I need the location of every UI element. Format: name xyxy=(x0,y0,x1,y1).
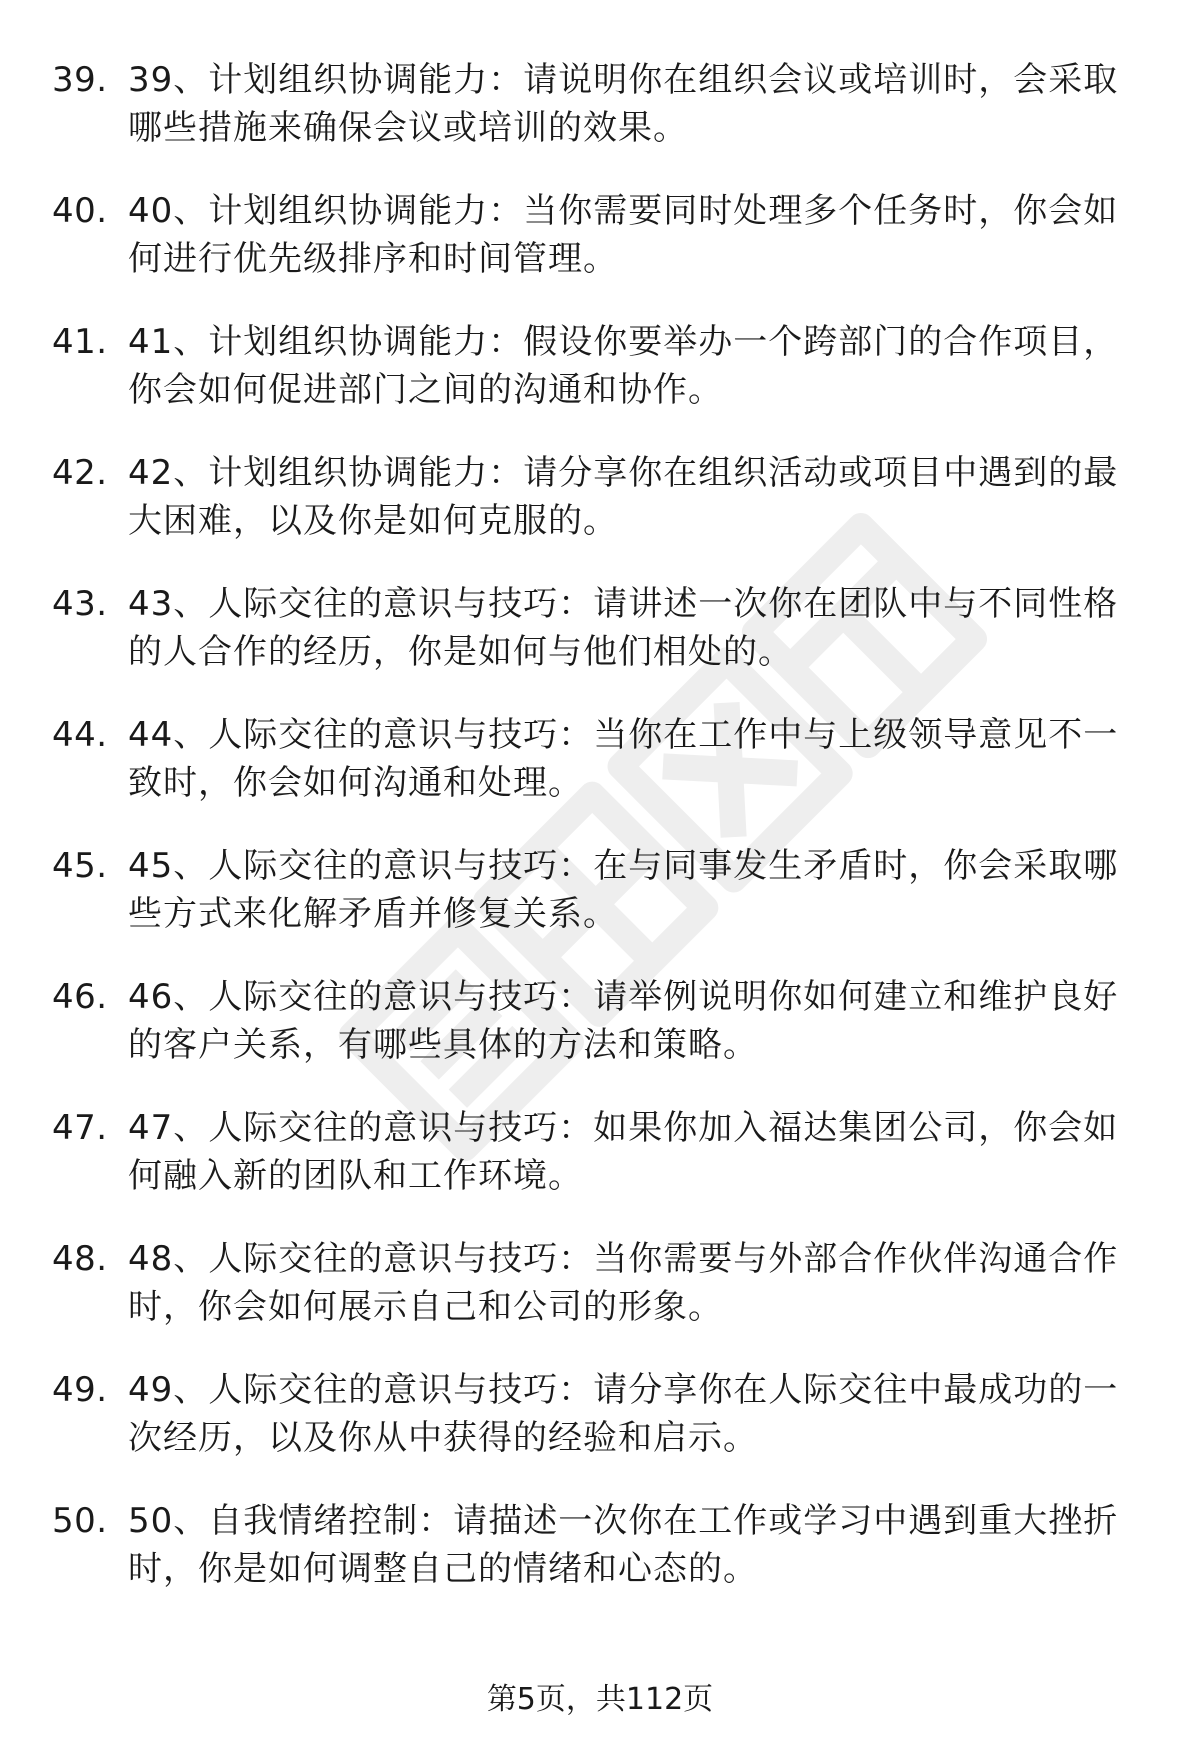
question-number: 48. xyxy=(52,1239,108,1279)
page-indicator: 第5页，共112页 xyxy=(486,1682,714,1717)
question-text: 39、计划组织协调能力：请说明你在组织会议或培训时，会采取哪些措施来确保会议或培训的效果。 xyxy=(128,60,1119,148)
question-number: 40. xyxy=(52,191,108,231)
list-item xyxy=(0,187,1200,318)
question-list xyxy=(0,56,1200,1628)
question-text: 50、自我情绪控制：请描述一次你在工作或学习中遇到重大挫折时，你是如何调整自己的情绪和心态的。 xyxy=(128,1501,1119,1589)
list-item xyxy=(0,1235,1200,1366)
question-text: 44、人际交往的意识与技巧：当你在工作中与上级领导意见不一致时，你会如何沟通和处理。 xyxy=(128,715,1119,803)
list-item xyxy=(0,973,1200,1104)
question-number: 44. xyxy=(52,715,108,755)
question-text: 40、计划组织协调能力：当你需要同时处理多个任务时，你会如何进行优先级排序和时间管理。 xyxy=(128,191,1119,279)
question-text: 46、人际交往的意识与技巧：请举例说明你如何建立和维护良好的客户关系，有哪些具体的方法和策略。 xyxy=(128,977,1119,1065)
question-text: 45、人际交往的意识与技巧：在与同事发生矛盾时，你会采取哪些方式来化解矛盾并修复关系。 xyxy=(128,846,1119,934)
list-item xyxy=(0,1366,1200,1497)
question-number: 39. xyxy=(52,60,108,100)
list-item xyxy=(0,1104,1200,1235)
question-number: 49. xyxy=(52,1370,108,1410)
question-number: 46. xyxy=(52,977,108,1017)
question-number: 43. xyxy=(52,584,108,624)
list-item xyxy=(0,1497,1200,1628)
list-item xyxy=(0,449,1200,580)
list-item xyxy=(0,318,1200,449)
list-item xyxy=(0,711,1200,842)
list-item xyxy=(0,842,1200,973)
question-number: 47. xyxy=(52,1108,108,1148)
question-number: 41. xyxy=(52,322,108,362)
list-item xyxy=(0,56,1200,187)
question-text: 49、人际交往的意识与技巧：请分享你在人际交往中最成功的一次经历，以及你从中获得的经验和启示。 xyxy=(128,1370,1119,1458)
question-text: 47、人际交往的意识与技巧：如果你加入福达集团公司，你会如何融入新的团队和工作环境。 xyxy=(128,1108,1119,1196)
question-text: 41、计划组织协调能力：假设你要举办一个跨部门的合作项目，你会如何促进部门之间的沟通和协作。 xyxy=(128,322,1119,410)
list-item xyxy=(0,580,1200,711)
question-number: 45. xyxy=(52,846,108,886)
question-number: 50. xyxy=(52,1501,108,1541)
question-text: 43、人际交往的意识与技巧：请讲述一次你在团队中与不同性格的人合作的经历，你是如何与他们相处的。 xyxy=(128,584,1119,672)
question-text: 42、计划组织协调能力：请分享你在组织活动或项目中遇到的最大困难，以及你是如何克服的。 xyxy=(128,453,1119,541)
question-text: 48、人际交往的意识与技巧：当你需要与外部合作伙伴沟通合作时，你会如何展示自己和公司的形象。 xyxy=(128,1239,1119,1327)
question-number: 42. xyxy=(52,453,108,493)
